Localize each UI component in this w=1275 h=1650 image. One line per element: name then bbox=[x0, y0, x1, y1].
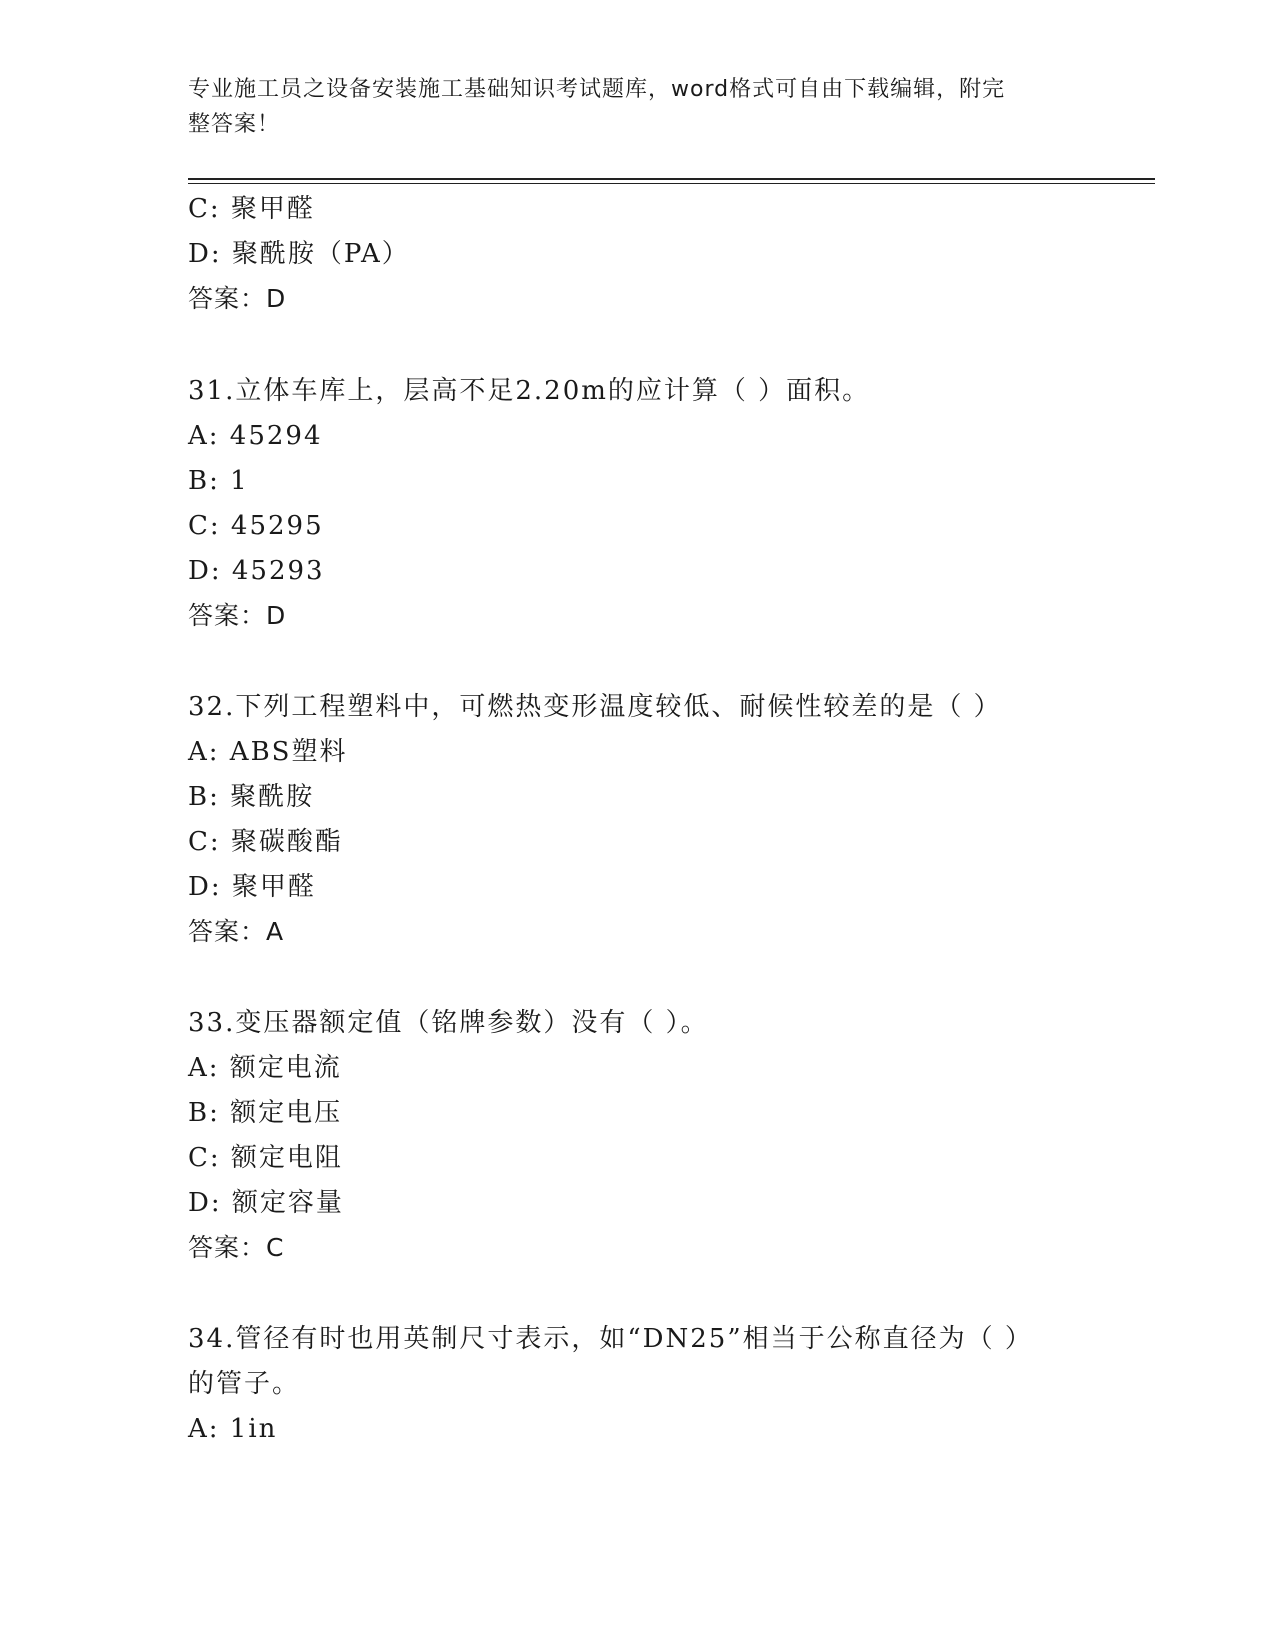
q31-answer: 答案：D bbox=[188, 601, 287, 630]
header-divider-thick bbox=[188, 178, 1155, 180]
prev-answer: 答案：D bbox=[188, 284, 287, 313]
q33-option-a: A: 额定电流 bbox=[188, 1053, 342, 1083]
q31-option-c: C: 45295 bbox=[188, 511, 324, 541]
document-header bbox=[188, 72, 1088, 142]
header-title-line-2: 整答案！ bbox=[188, 112, 281, 137]
q32-option-d: D: 聚甲醛 bbox=[188, 872, 316, 902]
q33-answer: 答案：C bbox=[188, 1233, 285, 1262]
q31-option-d: D: 45293 bbox=[188, 556, 325, 586]
q33-option-d: D: 额定容量 bbox=[188, 1188, 344, 1218]
q33-option-b: B: 额定电压 bbox=[188, 1098, 343, 1128]
header-divider-thin bbox=[188, 183, 1155, 184]
q32-answer: 答案：A bbox=[188, 917, 285, 946]
question-34-line-2: 的管子。 bbox=[188, 1369, 301, 1399]
header-title-line-1: 专业施工员之设备安装施工基础知识考试题库，word格式可自由下载编辑，附完 bbox=[188, 77, 1006, 102]
q34-option-a: A: 1in bbox=[188, 1414, 278, 1444]
question-32: 32.下列工程塑料中，可燃热变形温度较低、耐候性较差的是（ ） bbox=[188, 692, 1002, 722]
question-33: 33.变压器额定值（铭牌参数）没有（ ）。 bbox=[188, 1008, 709, 1038]
q31-option-b: B: 1 bbox=[188, 466, 249, 496]
question-31: 31.立体车库上，层高不足2.20m的应计算（ ）面积。 bbox=[188, 376, 871, 406]
q32-option-c: C: 聚碳酸酯 bbox=[188, 827, 343, 857]
question-34-line-1: 34.管径有时也用英制尺寸表示，如“DN25”相当于公称直径为（ ） bbox=[188, 1324, 1033, 1354]
prev-option-c: C: 聚甲醛 bbox=[188, 194, 315, 224]
q31-option-a: A: 45294 bbox=[188, 421, 323, 451]
prev-option-d: D: 聚酰胺（PA） bbox=[188, 239, 410, 269]
q32-option-a: A: ABS塑料 bbox=[188, 737, 348, 767]
q32-option-b: B: 聚酰胺 bbox=[188, 782, 315, 812]
q33-option-c: C: 额定电阻 bbox=[188, 1143, 343, 1173]
